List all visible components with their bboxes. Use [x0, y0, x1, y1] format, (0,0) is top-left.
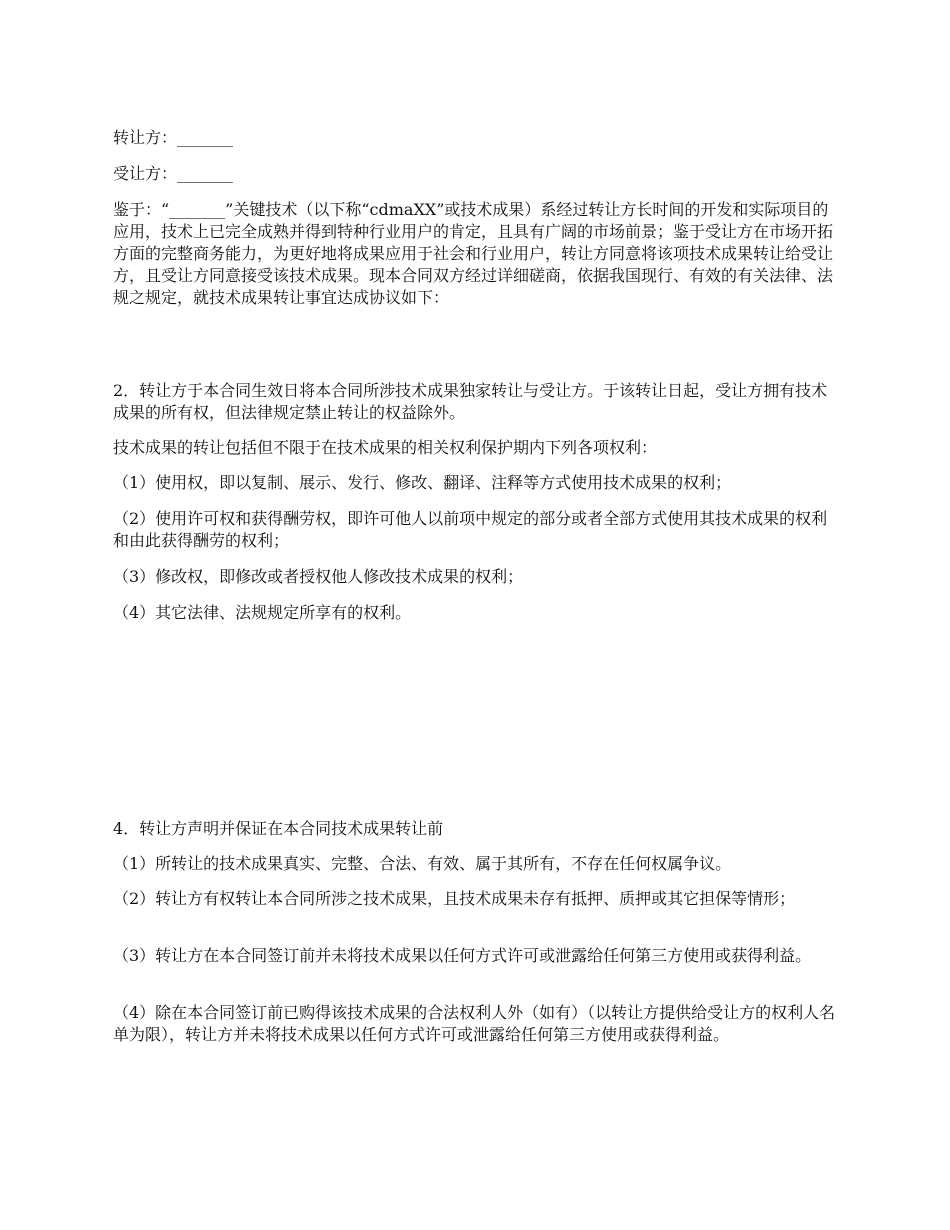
clause-2-item-2: （2）使用许可权和获得酬劳权，即许可他人以前项中规定的部分或者全部方式使用其技术成果的权利和由此获得酬劳的权利； — [113, 509, 828, 550]
party-transferor: 转让方：_______ — [113, 128, 234, 147]
clause-4-item-1: （1）所转让的技术成果真实、完整、合法、有效、属于其所有，不存在任何权属争议。 — [113, 854, 732, 873]
clause-2-item-3: （3）修改权，即修改或者授权他人修改技术成果的权利； — [113, 567, 524, 586]
clause-2-text: 2．转让方于本合同生效日将本合同所涉技术成果独家转让与受让方。于该转让日起，受让方拥有技术成果的所有权，但法律规定禁止转让的权益除外。 — [113, 381, 828, 422]
preamble-paragraph: 鉴于：“_______”关键技术（以下称“cdmaXX”或技术成果）系经过转让方长时间的开发和实际项目的应用，技术上已完全成熟并得到特种行业用户的肯定，且具有广阔的市场前景；鉴于受让方在市场开拓方面的完整商务能力，为更好地将成果应用于社会和行业用户，转让方同意将该项技术成果转让给受让方，且受让方同意接受该技术成果。现本合同双方经过详细磋商，依据我国现行、有效的有关法律、法规之规定，就技术成果转让事宜达成协议如下： — [113, 200, 834, 307]
clause-2-item-1: （1）使用权，即以复制、展示、发行、修改、翻译、注释等方式使用技术成果的权利； — [113, 473, 732, 492]
clause-4-item-2: （2）转让方有权转让本合同所涉之技术成果，且技术成果未存有抵押、质押或其它担保等情形； — [113, 889, 796, 908]
clause-2-intro: 技术成果的转让包括但不限于在技术成果的相关权利保护期内下列各项权利： — [113, 438, 658, 457]
clause-4-item-4: （4）除在本合同签订前已购得该技术成果的合法权利人外（如有）（以转让方提供给受让方的权利人名单为限），转让方并未将技术成果以任何方式许可或泄露给任何第三方使用或获得利益。 — [113, 1003, 836, 1044]
party-transferee: 受让方：_______ — [113, 164, 234, 183]
clause-4-item-3: （3）转让方在本合同签订前并未将技术成果以任何方式许可或泄露给任何第三方使用或获得利益。 — [113, 946, 812, 965]
clause-2-item-4: （4）其它法律、法规规定所享有的权利。 — [113, 603, 412, 622]
clause-4-text: 4．转让方声明并保证在本合同技术成果转让前 — [113, 819, 444, 838]
